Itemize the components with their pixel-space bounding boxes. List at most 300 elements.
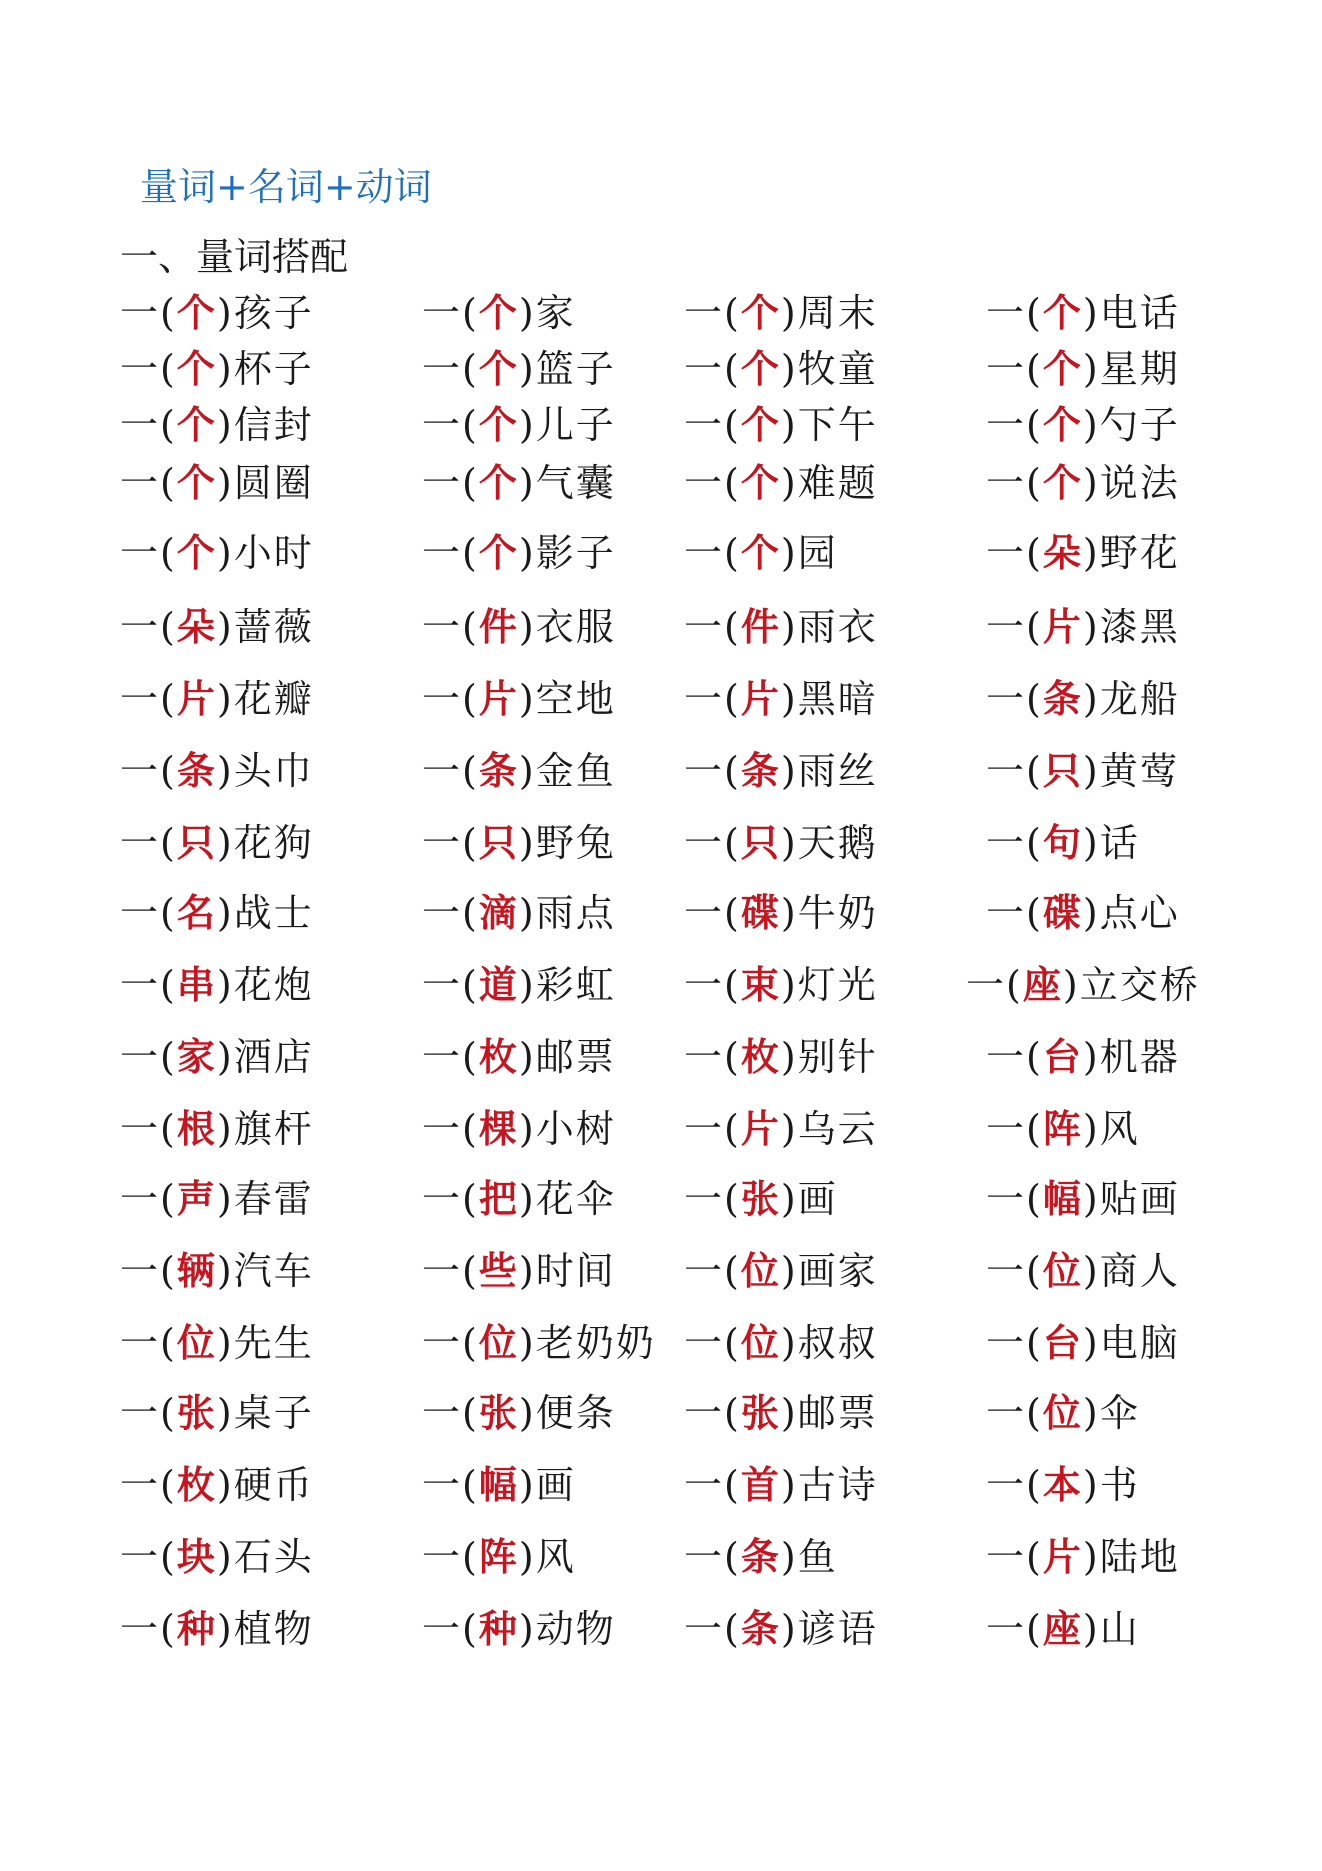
open-paren: ( [724, 821, 741, 865]
measure-word: 个 [478, 530, 519, 575]
close-paren: ) [216, 821, 234, 865]
close-paren: ) [780, 821, 798, 865]
open-paren: ( [1026, 1249, 1043, 1293]
number-one: 一 [684, 1177, 725, 1221]
measure-word: 个 [740, 530, 781, 575]
number-one: 一 [684, 1607, 725, 1651]
close-paren: ) [780, 461, 798, 505]
measure-word: 个 [1042, 402, 1083, 447]
measure-word: 幅 [1042, 1176, 1083, 1221]
open-paren: ( [462, 1321, 479, 1365]
measure-word: 声 [176, 1176, 217, 1221]
measure-word-entry [422, 1606, 616, 1652]
noun: 邮票 [535, 1035, 616, 1079]
close-paren: ) [216, 1177, 234, 1221]
measure-word-entry [684, 1176, 838, 1222]
close-paren: ) [1082, 403, 1100, 447]
noun: 点心 [1099, 891, 1180, 935]
open-paren: ( [462, 1035, 479, 1079]
measure-word: 个 [1042, 346, 1083, 391]
number-one: 一 [422, 1107, 463, 1151]
close-paren: ) [1082, 1321, 1100, 1365]
close-paren: ) [780, 291, 798, 335]
close-paren: ) [780, 1535, 798, 1579]
open-paren: ( [724, 1321, 741, 1365]
measure-word: 个 [1042, 460, 1083, 505]
noun: 难题 [797, 461, 878, 505]
measure-word-entry [422, 1248, 616, 1294]
close-paren: ) [1082, 891, 1100, 935]
measure-word-entry [684, 1106, 878, 1152]
measure-word: 个 [176, 290, 217, 335]
close-paren: ) [780, 403, 798, 447]
noun: 机器 [1099, 1035, 1180, 1079]
open-paren: ( [160, 1177, 177, 1221]
close-paren: ) [518, 531, 536, 575]
open-paren: ( [1026, 891, 1043, 935]
measure-word-entry [986, 604, 1180, 650]
close-paren: ) [216, 531, 234, 575]
open-paren: ( [160, 963, 177, 1007]
open-paren: ( [462, 291, 479, 335]
number-one: 一 [986, 1321, 1027, 1365]
measure-word-entry [986, 402, 1180, 448]
noun: 园 [797, 531, 838, 575]
close-paren: ) [518, 1535, 536, 1579]
measure-word-entry [120, 1534, 314, 1580]
measure-word-entry [120, 1390, 314, 1436]
number-one: 一 [422, 677, 463, 721]
measure-word-entry [422, 1106, 616, 1152]
number-one: 一 [422, 605, 463, 649]
open-paren: ( [462, 821, 479, 865]
number-one: 一 [684, 1391, 725, 1435]
close-paren: ) [780, 347, 798, 391]
noun: 孩子 [233, 291, 314, 335]
close-paren: ) [780, 677, 798, 721]
open-paren: ( [462, 1535, 479, 1579]
measure-word: 座 [1042, 1606, 1083, 1651]
noun: 雨衣 [797, 605, 878, 649]
measure-word-entry [986, 890, 1180, 936]
open-paren: ( [1026, 1035, 1043, 1079]
number-one: 一 [986, 677, 1027, 721]
noun: 画 [797, 1177, 838, 1221]
measure-word: 条 [740, 748, 781, 793]
number-one: 一 [986, 1391, 1027, 1435]
number-one: 一 [120, 821, 161, 865]
noun: 小树 [535, 1107, 616, 1151]
number-one: 一 [422, 1391, 463, 1435]
measure-word: 枚 [478, 1034, 519, 1079]
measure-word-entry [684, 820, 878, 866]
measure-word: 只 [740, 820, 781, 865]
open-paren: ( [160, 1391, 177, 1435]
close-paren: ) [518, 891, 536, 935]
number-one: 一 [986, 403, 1027, 447]
noun: 野花 [1099, 531, 1180, 575]
noun: 邮票 [797, 1391, 878, 1435]
measure-word-entry [986, 1248, 1180, 1294]
close-paren: ) [216, 891, 234, 935]
close-paren: ) [780, 531, 798, 575]
open-paren: ( [462, 749, 479, 793]
noun: 老奶奶 [535, 1321, 656, 1365]
measure-word-entry [684, 1462, 878, 1508]
measure-word: 台 [1042, 1320, 1083, 1365]
close-paren: ) [518, 347, 536, 391]
measure-word-entry [422, 1176, 616, 1222]
measure-word: 首 [740, 1462, 781, 1507]
close-paren: ) [216, 1321, 234, 1365]
number-one: 一 [684, 677, 725, 721]
close-paren: ) [216, 605, 234, 649]
noun: 电脑 [1099, 1321, 1180, 1365]
close-paren: ) [216, 1249, 234, 1293]
open-paren: ( [1026, 1391, 1043, 1435]
open-paren: ( [1026, 1463, 1043, 1507]
number-one: 一 [986, 531, 1027, 575]
noun: 勺子 [1099, 403, 1180, 447]
measure-word: 个 [740, 290, 781, 335]
measure-word-entry [986, 1606, 1140, 1652]
noun: 星期 [1099, 347, 1180, 391]
measure-word-entry [684, 1390, 878, 1436]
close-paren: ) [780, 1607, 798, 1651]
noun: 雨丝 [797, 749, 878, 793]
measure-word-entry [684, 676, 878, 722]
noun: 黄莺 [1099, 749, 1180, 793]
noun: 空地 [535, 677, 616, 721]
measure-word-entry [120, 290, 314, 336]
measure-word: 枚 [176, 1462, 217, 1507]
measure-word-entry [422, 530, 616, 576]
open-paren: ( [1026, 1107, 1043, 1151]
open-paren: ( [160, 605, 177, 649]
number-one: 一 [684, 605, 725, 649]
measure-word: 种 [176, 1606, 217, 1651]
measure-word: 位 [1042, 1390, 1083, 1435]
open-paren: ( [160, 749, 177, 793]
number-one: 一 [966, 963, 1007, 1007]
close-paren: ) [216, 461, 234, 505]
close-paren: ) [216, 1391, 234, 1435]
close-paren: ) [780, 749, 798, 793]
number-one: 一 [422, 1321, 463, 1365]
open-paren: ( [1026, 1177, 1043, 1221]
open-paren: ( [160, 891, 177, 935]
noun: 周末 [797, 291, 878, 335]
measure-word: 位 [478, 1320, 519, 1365]
close-paren: ) [1062, 963, 1080, 1007]
noun: 乌云 [797, 1107, 878, 1151]
noun: 古诗 [797, 1463, 878, 1507]
measure-word-entry [422, 1462, 576, 1508]
close-paren: ) [518, 1607, 536, 1651]
noun: 儿子 [535, 403, 616, 447]
close-paren: ) [518, 821, 536, 865]
open-paren: ( [724, 605, 741, 649]
close-paren: ) [1082, 531, 1100, 575]
measure-word: 道 [478, 962, 519, 1007]
open-paren: ( [462, 1249, 479, 1293]
measure-word: 张 [740, 1390, 781, 1435]
measure-word-entry [986, 460, 1180, 506]
noun: 衣服 [535, 605, 616, 649]
close-paren: ) [780, 605, 798, 649]
close-paren: ) [1082, 347, 1100, 391]
number-one: 一 [684, 347, 725, 391]
close-paren: ) [780, 1177, 798, 1221]
measure-word: 滴 [478, 890, 519, 935]
measure-word-entry [120, 1034, 314, 1080]
document-title: 量词+名词+动词 [140, 165, 432, 209]
number-one: 一 [684, 1035, 725, 1079]
number-one: 一 [986, 1535, 1027, 1579]
measure-word-entry [120, 1462, 314, 1508]
close-paren: ) [1082, 677, 1100, 721]
noun: 山 [1099, 1607, 1140, 1651]
close-paren: ) [1082, 821, 1100, 865]
noun: 画 [535, 1463, 576, 1507]
number-one: 一 [684, 1249, 725, 1293]
open-paren: ( [1026, 605, 1043, 649]
open-paren: ( [462, 605, 479, 649]
close-paren: ) [780, 891, 798, 935]
close-paren: ) [216, 403, 234, 447]
close-paren: ) [1082, 749, 1100, 793]
measure-word: 种 [478, 1606, 519, 1651]
noun: 汽车 [233, 1249, 314, 1293]
measure-word: 个 [176, 460, 217, 505]
measure-word: 个 [740, 402, 781, 447]
noun: 雨点 [535, 891, 616, 935]
noun: 金鱼 [535, 749, 616, 793]
close-paren: ) [780, 1249, 798, 1293]
noun: 战士 [233, 891, 314, 935]
number-one: 一 [422, 1535, 463, 1579]
noun: 话 [1099, 821, 1140, 865]
measure-word: 条 [1042, 676, 1083, 721]
measure-word-entry [986, 1390, 1140, 1436]
open-paren: ( [462, 891, 479, 935]
measure-word-entry [684, 890, 878, 936]
open-paren: ( [160, 1035, 177, 1079]
number-one: 一 [684, 1535, 725, 1579]
noun: 花炮 [233, 963, 314, 1007]
measure-word-entry [422, 1534, 576, 1580]
measure-word: 枚 [740, 1034, 781, 1079]
open-paren: ( [724, 531, 741, 575]
measure-word: 棵 [478, 1106, 519, 1151]
open-paren: ( [1026, 531, 1043, 575]
open-paren: ( [1006, 963, 1023, 1007]
close-paren: ) [780, 1035, 798, 1079]
number-one: 一 [422, 347, 463, 391]
close-paren: ) [780, 1463, 798, 1507]
number-one: 一 [986, 1463, 1027, 1507]
close-paren: ) [1082, 1035, 1100, 1079]
number-one: 一 [120, 749, 161, 793]
open-paren: ( [724, 891, 741, 935]
measure-word-entry [986, 820, 1140, 866]
measure-word-entry [684, 1320, 878, 1366]
number-one: 一 [120, 1321, 161, 1365]
noun: 漆黑 [1099, 605, 1180, 649]
close-paren: ) [216, 291, 234, 335]
open-paren: ( [462, 1177, 479, 1221]
open-paren: ( [462, 1607, 479, 1651]
measure-word-entry [422, 676, 616, 722]
close-paren: ) [518, 1107, 536, 1151]
measure-word-entry [422, 604, 616, 650]
close-paren: ) [518, 749, 536, 793]
close-paren: ) [518, 1391, 536, 1435]
measure-word: 片 [1042, 1534, 1083, 1579]
close-paren: ) [518, 605, 536, 649]
open-paren: ( [462, 1463, 479, 1507]
open-paren: ( [160, 403, 177, 447]
number-one: 一 [120, 1177, 161, 1221]
measure-word-entry [986, 290, 1180, 336]
noun: 石头 [233, 1535, 314, 1579]
open-paren: ( [724, 461, 741, 505]
open-paren: ( [160, 1249, 177, 1293]
measure-word-entry [684, 962, 878, 1008]
number-one: 一 [986, 1177, 1027, 1221]
noun: 旗杆 [233, 1107, 314, 1151]
measure-word-entry [422, 748, 616, 794]
measure-word-entry [684, 402, 878, 448]
open-paren: ( [160, 1607, 177, 1651]
open-paren: ( [724, 403, 741, 447]
measure-word: 碟 [740, 890, 781, 935]
open-paren: ( [462, 461, 479, 505]
measure-word: 只 [478, 820, 519, 865]
open-paren: ( [462, 1391, 479, 1435]
open-paren: ( [724, 677, 741, 721]
open-paren: ( [724, 347, 741, 391]
noun: 天鹅 [797, 821, 878, 865]
noun: 蔷薇 [233, 605, 314, 649]
number-one: 一 [422, 1607, 463, 1651]
measure-word-entry [120, 1606, 314, 1652]
section-heading: 一、量词搭配 [120, 235, 349, 279]
noun: 灯光 [797, 963, 878, 1007]
close-paren: ) [780, 963, 798, 1007]
number-one: 一 [120, 677, 161, 721]
close-paren: ) [1082, 1535, 1100, 1579]
measure-word-entry [684, 1606, 878, 1652]
measure-word: 辆 [176, 1248, 217, 1293]
noun: 先生 [233, 1321, 314, 1365]
noun: 商人 [1099, 1249, 1180, 1293]
measure-word: 些 [478, 1248, 519, 1293]
noun: 春雷 [233, 1177, 314, 1221]
measure-word: 个 [478, 402, 519, 447]
open-paren: ( [462, 1107, 479, 1151]
measure-word: 根 [176, 1106, 217, 1151]
open-paren: ( [462, 531, 479, 575]
number-one: 一 [120, 963, 161, 1007]
measure-word-entry [120, 1176, 314, 1222]
measure-word: 件 [740, 604, 781, 649]
number-one: 一 [684, 461, 725, 505]
open-paren: ( [160, 677, 177, 721]
noun: 动物 [535, 1607, 616, 1651]
number-one: 一 [986, 1107, 1027, 1151]
number-one: 一 [120, 1535, 161, 1579]
number-one: 一 [684, 1107, 725, 1151]
noun: 画家 [797, 1249, 878, 1293]
measure-word-entry [422, 890, 616, 936]
number-one: 一 [986, 891, 1027, 935]
measure-word-entry [422, 402, 616, 448]
measure-word: 幅 [478, 1462, 519, 1507]
noun: 贴画 [1099, 1177, 1180, 1221]
measure-word-entry [422, 346, 616, 392]
open-paren: ( [1026, 1535, 1043, 1579]
open-paren: ( [1026, 677, 1043, 721]
measure-word: 个 [176, 402, 217, 447]
measure-word-entry [986, 748, 1180, 794]
measure-word-entry [986, 1176, 1180, 1222]
noun: 花狗 [233, 821, 314, 865]
open-paren: ( [462, 963, 479, 1007]
measure-word-entry [684, 346, 878, 392]
number-one: 一 [986, 347, 1027, 391]
noun: 风 [1099, 1107, 1140, 1151]
measure-word: 个 [478, 290, 519, 335]
measure-word-entry [120, 820, 314, 866]
number-one: 一 [422, 1035, 463, 1079]
measure-word: 阵 [478, 1534, 519, 1579]
measure-word-entry [422, 1320, 656, 1366]
open-paren: ( [1026, 1321, 1043, 1365]
number-one: 一 [986, 749, 1027, 793]
measure-word-entry [120, 1106, 314, 1152]
number-one: 一 [422, 1177, 463, 1221]
noun: 陆地 [1099, 1535, 1180, 1579]
open-paren: ( [160, 1463, 177, 1507]
number-one: 一 [422, 749, 463, 793]
number-one: 一 [120, 605, 161, 649]
measure-word-entry [120, 402, 314, 448]
number-one: 一 [120, 1249, 161, 1293]
noun: 龙船 [1099, 677, 1180, 721]
noun: 花伞 [535, 1177, 616, 1221]
measure-word-entry [120, 1248, 314, 1294]
number-one: 一 [684, 1321, 725, 1365]
number-one: 一 [120, 1607, 161, 1651]
number-one: 一 [986, 1035, 1027, 1079]
number-one: 一 [684, 531, 725, 575]
open-paren: ( [1026, 749, 1043, 793]
number-one: 一 [422, 1463, 463, 1507]
number-one: 一 [120, 347, 161, 391]
measure-word-entry [422, 962, 616, 1008]
measure-word: 碟 [1042, 890, 1083, 935]
close-paren: ) [216, 1607, 234, 1651]
noun: 说法 [1099, 461, 1180, 505]
noun: 酒店 [233, 1035, 314, 1079]
number-one: 一 [422, 291, 463, 335]
noun: 小时 [233, 531, 314, 575]
close-paren: ) [216, 1107, 234, 1151]
measure-word-entry [684, 1248, 878, 1294]
close-paren: ) [1082, 291, 1100, 335]
measure-word-entry [120, 1320, 314, 1366]
